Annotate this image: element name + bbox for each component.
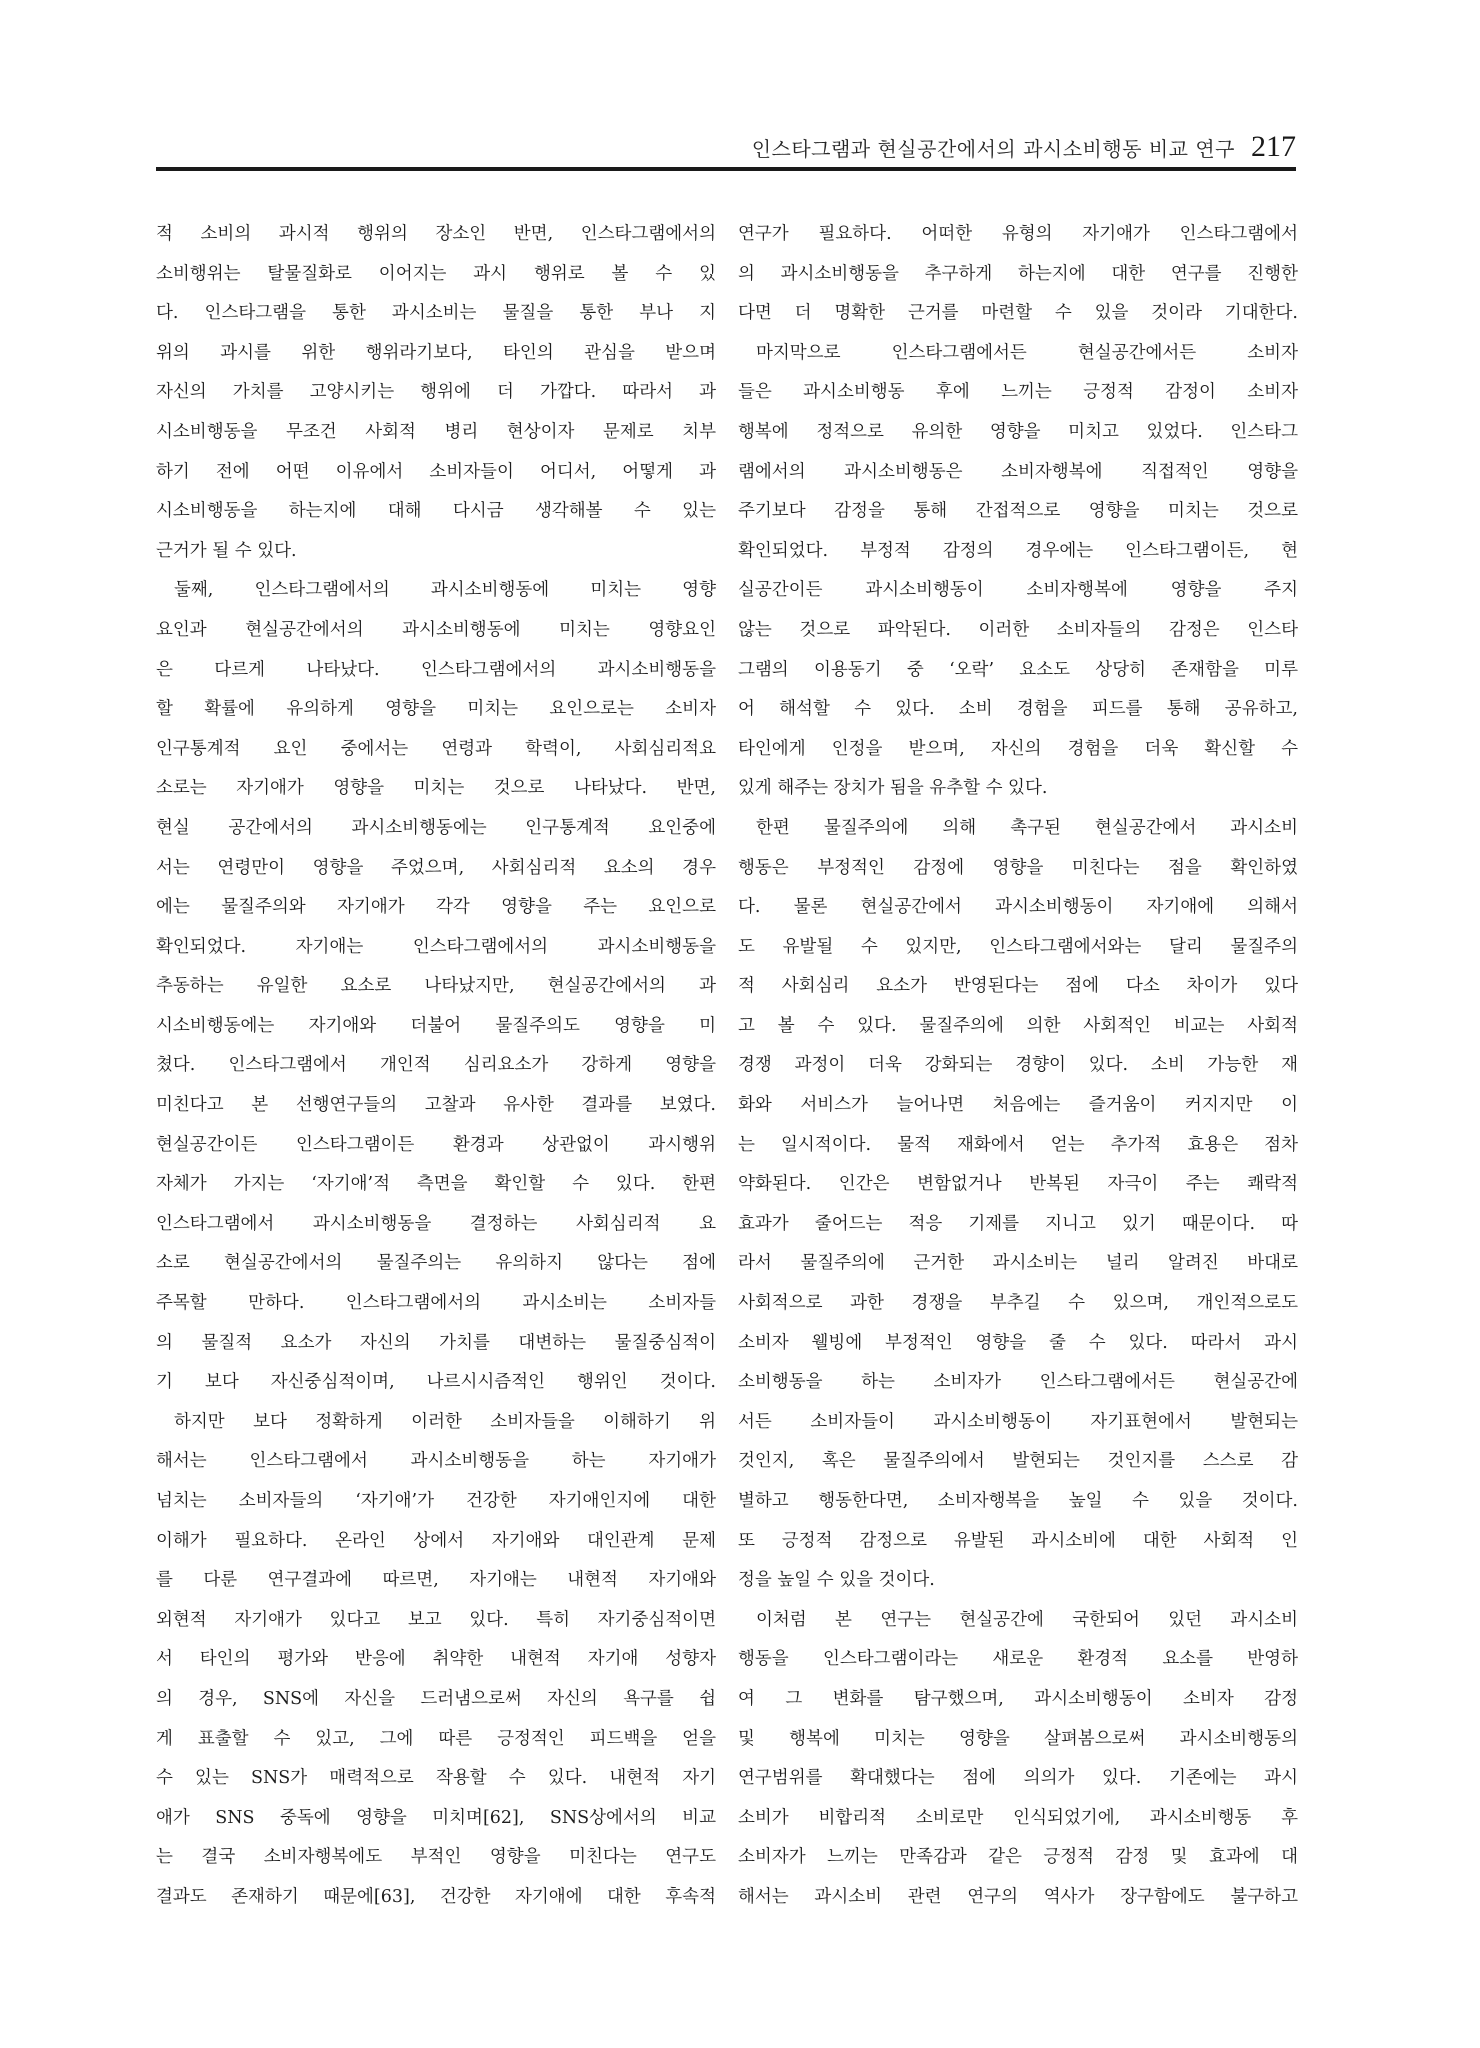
text-line: 둘째, 인스타그램에서의 과시소비행동에 미치는 영향 [174, 580, 716, 601]
left-column [156, 215, 716, 1918]
text-line: 결과도 존재하기 때문에[63], 건강한 자기애에 대한 후속적 [156, 1886, 716, 1907]
text-line: 소비자 웰빙에 부정적인 영향을 줄 수 있다. 따라서 과시 [738, 1332, 1298, 1353]
text-line: 소비행위는 탈물질화로 이어지는 과시 행위로 볼 수 있 [156, 263, 716, 284]
text-line: 미친다고 본 선행연구들의 고찰과 유사한 결과를 보였다. [156, 1095, 716, 1116]
text-line: 고 볼 수 있다. 물질주의에 의한 사회적인 비교는 사회적 [738, 1015, 1298, 1036]
text-line: 자체가 가지는 ‘자기애’적 측면을 확인할 수 있다. 한편 [156, 1174, 716, 1195]
text-line: 소로 현실공간에서의 물질주의는 유의하지 않다는 점에 [156, 1253, 716, 1274]
text-line: 는 결국 소비자행복에도 부적인 영향을 미친다는 연구도 [156, 1847, 716, 1868]
text-line: 도 유발될 수 있지만, 인스타그램에서와는 달리 물질주의 [738, 936, 1298, 957]
text-line: 정을 높일 수 있을 것이다. [738, 1570, 935, 1591]
text-line: 시소비행동을 하는지에 대해 다시금 생각해볼 수 있는 [156, 501, 716, 522]
text-line: 행동을 인스타그램이라는 새로운 환경적 요소를 반영하 [738, 1649, 1298, 1670]
text-line: 경쟁 과정이 더욱 강화되는 경향이 있다. 소비 가능한 재 [738, 1055, 1298, 1076]
text-line: 적 소비의 과시적 행위의 장소인 반면, 인스타그램에서의 [156, 224, 716, 244]
running-title: 인스타그램과 현실공간에서의 과시소비행동 비교 연구 [751, 137, 1235, 161]
text-line: 게 표출할 수 있고, 그에 따른 긍정적인 피드백을 얻을 [156, 1728, 716, 1749]
text-line: 타인에게 인정을 받으며, 자신의 경험을 더욱 확신할 수 [738, 738, 1298, 759]
text-line: 은 다르게 나타났다. 인스타그램에서의 과시소비행동을 [156, 659, 716, 680]
text-line: 의 과시소비행동을 추구하게 하는지에 대한 연구를 진행한 [738, 263, 1298, 284]
text-line: 화와 서비스가 늘어나면 처음에는 즐거움이 커지지만 이 [738, 1095, 1298, 1116]
text-line: 들은 과시소비행동 후에 느끼는 긍정적 감정이 소비자 [738, 382, 1298, 403]
text-line: 자신의 가치를 고양시키는 행위에 더 가깝다. 따라서 과 [156, 382, 716, 403]
text-line: 않는 것으로 파악된다. 이러한 소비자들의 감정은 인스타 [738, 619, 1298, 640]
page-number: 217 [1251, 130, 1296, 163]
text-line: 할 확률에 유의하게 영향을 미치는 요인으로는 소비자 [156, 699, 716, 720]
text-line: 현실 공간에서의 과시소비행동에는 인구통계적 요인중에 [156, 817, 716, 838]
text-line: 효과가 줄어드는 적응 기제를 지니고 있기 때문이다. 따 [738, 1213, 1298, 1234]
text-line: 서 타인의 평가와 반응에 취약한 내현적 자기애 성향자 [156, 1649, 716, 1670]
text-line: 또 긍정적 감정으로 유발된 과시소비에 대한 사회적 인 [738, 1530, 1298, 1551]
text-line: 인스타그램에서 과시소비행동을 결정하는 사회심리적 요 [156, 1213, 716, 1234]
text-line: 현실공간이든 인스타그램이든 환경과 상관없이 과시행위 [156, 1134, 716, 1155]
text-line: 해서는 인스타그램에서 과시소비행동을 하는 자기애가 [156, 1451, 716, 1472]
text-line: 이해가 필요하다. 온라인 상에서 자기애와 대인관계 문제 [156, 1530, 716, 1551]
text-line: 소비자가 느끼는 만족감과 같은 긍정적 감정 및 효과에 대 [738, 1847, 1298, 1868]
text-line: 별하고 행동한다면, 소비자행복을 높일 수 있을 것이다. [738, 1491, 1298, 1511]
text-line: 요인과 현실공간에서의 과시소비행동에 미치는 영향요인 [156, 619, 716, 640]
text-line: 연구가 필요하다. 어떠한 유형의 자기애가 인스타그램에서 [738, 224, 1298, 244]
text-line: 여 그 변화를 탐구했으며, 과시소비행동이 소비자 감정 [738, 1688, 1298, 1709]
text-line: 있게 해주는 장치가 됨을 유추할 수 있다. [738, 778, 1048, 799]
text-line: 외현적 자기애가 있다고 보고 있다. 특히 자기중심적이면 [156, 1609, 716, 1630]
text-line: 소로는 자기애가 영향을 미치는 것으로 나타났다. 반면, [156, 778, 716, 799]
text-line: 적 사회심리 요소가 반영된다는 점에 다소 차이가 있다 [738, 976, 1298, 997]
text-line: 서든 소비자들이 과시소비행동이 자기표현에서 발현되는 [738, 1411, 1298, 1432]
text-line: 그램의 이용동기 중 ‘오락’ 요소도 상당히 존재함을 미루 [738, 659, 1298, 680]
text-line: 해서는 과시소비 관련 연구의 역사가 장구함에도 불구하고 [738, 1886, 1298, 1907]
text-line: 램에서의 과시소비행동은 소비자행복에 직접적인 영향을 [738, 461, 1298, 482]
text-line: 시소비행동을 무조건 사회적 병리 현상이자 문제로 치부 [156, 421, 716, 442]
text-line: 어 해석할 수 있다. 소비 경험을 피드를 통해 공유하고, [738, 699, 1298, 720]
text-line: 에는 물질주의와 자기애가 각각 영향을 주는 요인으로 [156, 897, 716, 918]
text-line: 실공간이든 과시소비행동이 소비자행복에 영향을 주지 [738, 580, 1298, 601]
text-line: 근거가 될 수 있다. [156, 540, 297, 561]
text-line: 넘치는 소비자들의 ‘자기애’가 건강한 자기애인지에 대한 [156, 1491, 716, 1511]
text-line: 를 다룬 연구결과에 따르면, 자기애는 내현적 자기애와 [156, 1570, 716, 1591]
running-header [156, 130, 1296, 170]
text-line: 라서 물질주의에 근거한 과시소비는 널리 알려진 바대로 [738, 1253, 1298, 1274]
text-line: 수 있는 SNS가 매력적으로 작용할 수 있다. 내현적 자기 [156, 1768, 716, 1789]
text-line: 약화된다. 인간은 변함없거나 반복된 자극이 주는 쾌락적 [738, 1174, 1298, 1195]
text-line: 사회적으로 과한 경쟁을 부추길 수 있으며, 개인적으로도 [738, 1293, 1298, 1314]
text-line: 의 물질적 요소가 자신의 가치를 대변하는 물질중심적이 [156, 1332, 716, 1353]
text-line: 연구범위를 확대했다는 점에 의의가 있다. 기존에는 과시 [738, 1768, 1298, 1789]
text-line: 소비가 비합리적 소비로만 인식되었기에, 과시소비행동 후 [738, 1807, 1298, 1828]
text-line: 마지막으로 인스타그램에서든 현실공간에서든 소비자 [756, 342, 1298, 363]
text-line: 및 행복에 미치는 영향을 살펴봄으로써 과시소비행동의 [738, 1728, 1298, 1749]
text-line: 이처럼 본 연구는 현실공간에 국한되어 있던 과시소비 [756, 1609, 1298, 1630]
text-line: 주목할 만하다. 인스타그램에서의 과시소비는 소비자들 [156, 1293, 716, 1314]
right-column [738, 215, 1298, 1918]
text-line: 위의 과시를 위한 행위라기보다, 타인의 관심을 받으며 [156, 342, 716, 363]
text-line: 다면 더 명확한 근거를 마련할 수 있을 것이라 기대한다. [738, 303, 1298, 324]
text-line: 추동하는 유일한 요소로 나타났지만, 현실공간에서의 과 [156, 976, 716, 997]
text-line: 인구통계적 요인 중에서는 연령과 학력이, 사회심리적요 [156, 738, 716, 759]
text-line: 것인지, 혹은 물질주의에서 발현되는 것인지를 스스로 감 [738, 1451, 1298, 1472]
text-line: 다. 인스타그램을 통한 과시소비는 물질을 통한 부나 지 [156, 303, 716, 324]
text-line: 한편 물질주의에 의해 촉구된 현실공간에서 과시소비 [756, 817, 1298, 838]
text-line: 하지만 보다 정확하게 이러한 소비자들을 이해하기 위 [174, 1411, 716, 1432]
text-line: 행동은 부정적인 감정에 영향을 미친다는 점을 확인하였 [738, 857, 1298, 878]
text-line: 소비행동을 하는 소비자가 인스타그램에서든 현실공간에 [738, 1372, 1298, 1393]
text-line: 하기 전에 어떤 이유에서 소비자들이 어디서, 어떻게 과 [156, 461, 716, 482]
text-line: 서는 연령만이 영향을 주었으며, 사회심리적 요소의 경우 [156, 857, 716, 878]
header-rule [156, 167, 1296, 171]
text-line: 쳤다. 인스타그램에서 개인적 심리요소가 강하게 영향을 [156, 1055, 716, 1076]
text-line: 는 일시적이다. 물적 재화에서 얻는 추가적 효용은 점차 [738, 1134, 1298, 1155]
text-line: 확인되었다. 자기애는 인스타그램에서의 과시소비행동을 [156, 936, 716, 957]
text-line: 애가 SNS 중독에 영향을 미치며[62], SNS상에서의 비교 [156, 1807, 716, 1828]
text-line: 주기보다 감정을 통해 간접적으로 영향을 미치는 것으로 [738, 501, 1298, 522]
text-line: 의 경우, SNS에 자신을 드러냄으로써 자신의 욕구를 쉽 [156, 1688, 716, 1709]
text-line: 시소비행동에는 자기애와 더불어 물질주의도 영향을 미 [156, 1015, 716, 1036]
text-line: 다. 물론 현실공간에서 과시소비행동이 자기애에 의해서 [738, 897, 1298, 918]
text-line: 확인되었다. 부정적 감정의 경우에는 인스타그램이든, 현 [738, 540, 1298, 561]
text-line: 행복에 정적으로 유의한 영향을 미치고 있었다. 인스타그 [738, 421, 1298, 442]
text-line: 기 보다 자신중심적이며, 나르시시즘적인 행위인 것이다. [156, 1372, 716, 1393]
